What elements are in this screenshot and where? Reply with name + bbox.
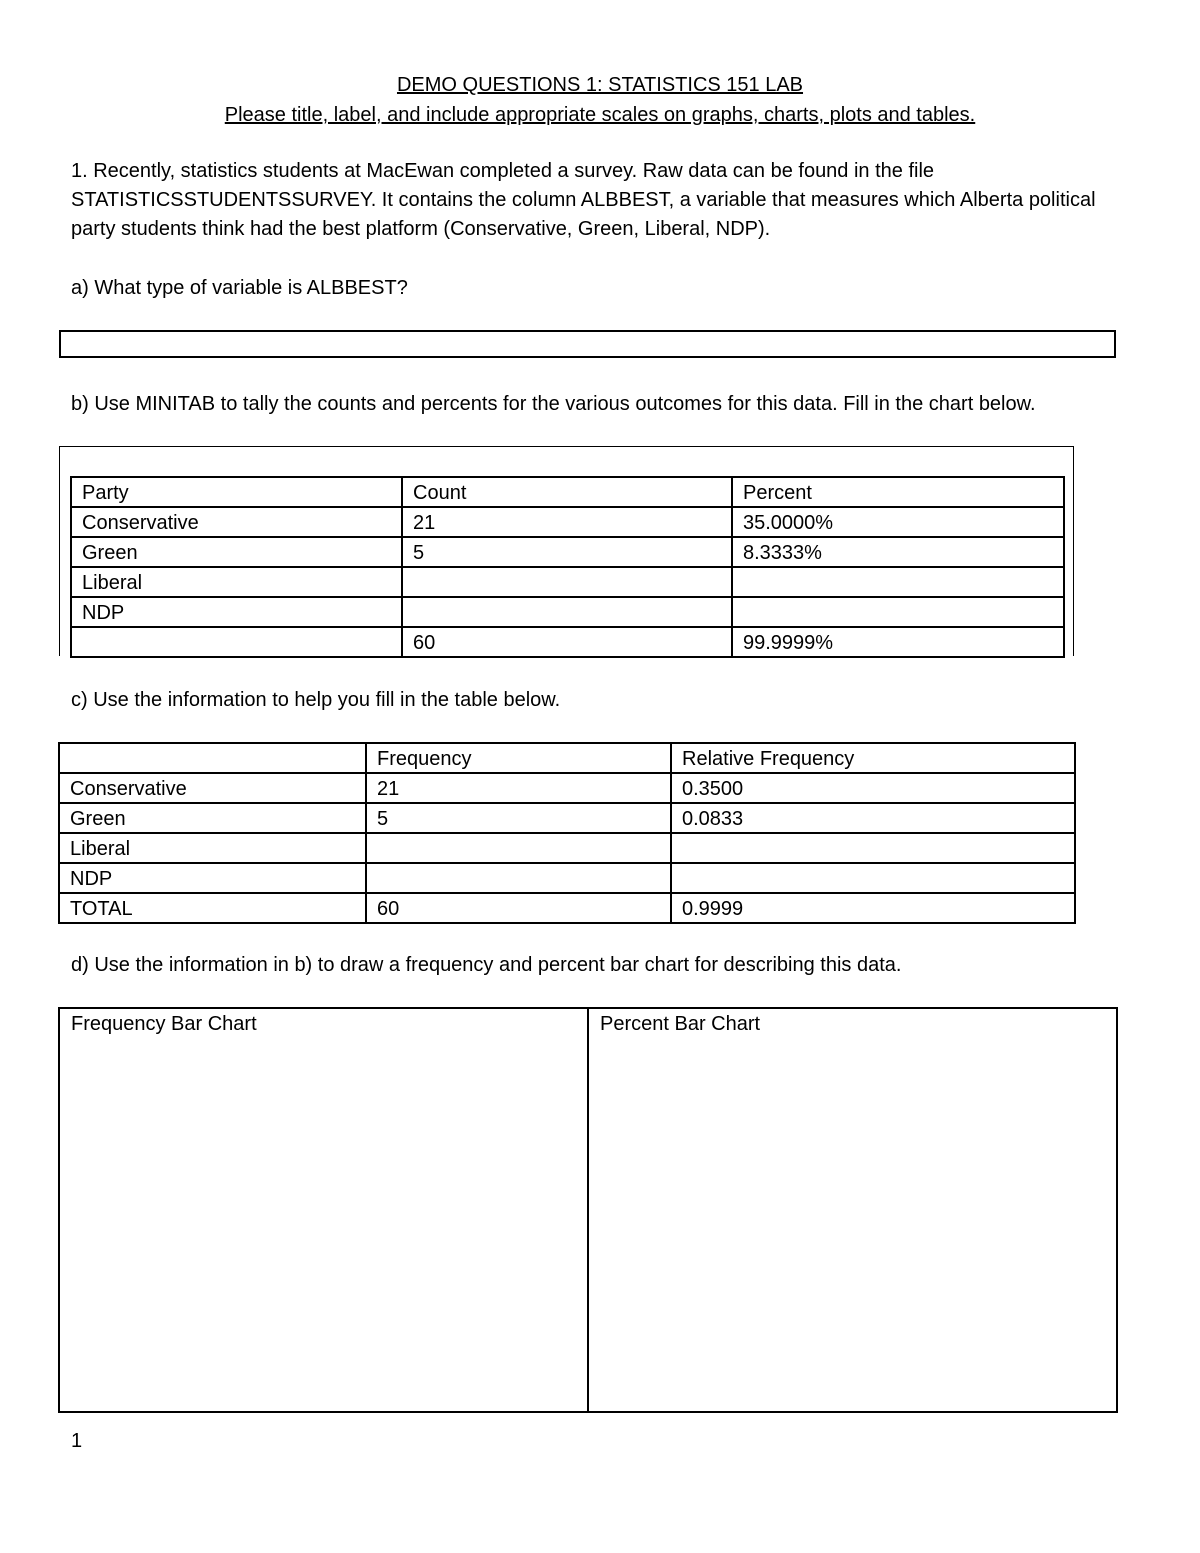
table-cell[interactable]: 60 (402, 627, 732, 657)
question-intro-line: 1. Recently, statistics students at MacEwan completed a survey. Raw data can be found in the file (71, 160, 935, 182)
table-cell[interactable]: 21 (366, 773, 671, 803)
table-cell: Green (71, 537, 402, 567)
table-header-cell (59, 743, 366, 773)
part-b-question: b) Use MINITAB to tally the counts and percents for the various outcomes for this data. Fill in the chart below. (71, 393, 1036, 415)
table-cell[interactable]: 0.0833 (671, 803, 1075, 833)
table-header-cell: Party (71, 477, 402, 507)
question-intro (71, 157, 1141, 244)
table-cell[interactable] (366, 863, 671, 893)
chart-box-label: Frequency Bar Chart (71, 1013, 257, 1035)
table-cell[interactable] (671, 863, 1075, 893)
table-cell[interactable] (402, 597, 732, 627)
table-total-row (59, 893, 1075, 923)
table-cell[interactable]: 35.0000% (732, 507, 1064, 537)
table-cell[interactable]: 99.9999% (732, 627, 1064, 657)
table-row (59, 773, 1075, 803)
table-header-row (71, 477, 1064, 507)
table-cell: NDP (71, 597, 402, 627)
table-cell[interactable]: 0.3500 (671, 773, 1075, 803)
page-title: DEMO QUESTIONS 1: STATISTICS 151 LAB (396, 74, 804, 96)
table-header-cell: Frequency (366, 743, 671, 773)
table-cell[interactable] (402, 567, 732, 597)
table-cell: TOTAL (59, 893, 366, 923)
percent-bar-chart-box[interactable] (587, 1009, 1116, 1411)
bar-chart-answer-area (58, 1007, 1118, 1413)
table-cell: Liberal (71, 567, 402, 597)
page-instructions: Please title, label, and include appropriate scales on graphs, charts, plots and tables. (224, 104, 976, 126)
question-intro-line: party students think had the best platform (Conservative, Green, Liberal, NDP). (71, 218, 771, 240)
table-cell[interactable]: 60 (366, 893, 671, 923)
table-cell[interactable]: 5 (402, 537, 732, 567)
table-row (71, 537, 1064, 567)
table-cell[interactable] (366, 833, 671, 863)
table-total-row (71, 627, 1064, 657)
frequency-bar-chart-box[interactable] (60, 1009, 587, 1411)
table-cell[interactable] (732, 597, 1064, 627)
part-c-question: c) Use the information to help you fill in the table below. (71, 689, 561, 711)
table-cell (71, 627, 402, 657)
table-cell[interactable] (732, 567, 1064, 597)
table-row (59, 803, 1075, 833)
table-cell: Liberal (59, 833, 366, 863)
table-header-cell: Relative Frequency (671, 743, 1075, 773)
part-a-answer-field[interactable] (59, 330, 1116, 358)
page-number: 1 (71, 1430, 83, 1452)
table-row (59, 833, 1075, 863)
table-cell: Green (59, 803, 366, 833)
table-cell: Conservative (59, 773, 366, 803)
chart-box-label: Percent Bar Chart (600, 1013, 761, 1035)
part-a-question: a) What type of variable is ALBBEST? (71, 277, 408, 299)
table-row (71, 507, 1064, 537)
question-intro-line: STATISTICSSTUDENTSSURVEY. It contains the column ALBBEST, a variable that measures which Alberta political (71, 189, 1096, 211)
table-cell: Conservative (71, 507, 402, 537)
table-header-cell: Count (402, 477, 732, 507)
part-d-question: d) Use the information in b) to draw a frequency and percent bar chart for describing this data. (71, 954, 902, 976)
table-cell[interactable]: 8.3333% (732, 537, 1064, 567)
table-row (71, 597, 1064, 627)
table-cell[interactable]: 0.9999 (671, 893, 1075, 923)
table-row (71, 567, 1064, 597)
table-cell[interactable] (671, 833, 1075, 863)
table-header-cell: Percent (732, 477, 1064, 507)
table-cell[interactable]: 5 (366, 803, 671, 833)
table-header-row (59, 743, 1075, 773)
table-cell: NDP (59, 863, 366, 893)
table-cell[interactable]: 21 (402, 507, 732, 537)
table-row (59, 863, 1075, 893)
tally-table (70, 476, 1065, 658)
frequency-table (58, 742, 1076, 924)
